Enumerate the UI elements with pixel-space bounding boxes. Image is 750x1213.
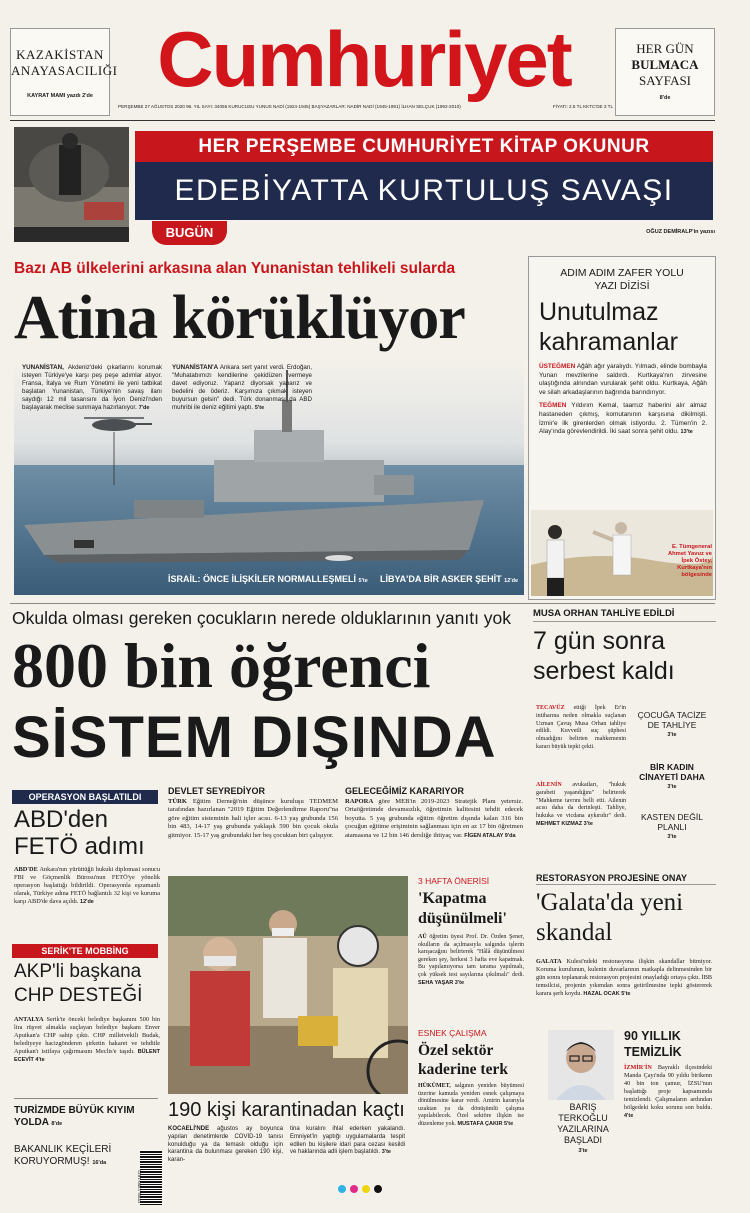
tahliye-side-text-1: ÇOCUĞA TACİZE DE TAHLİYE xyxy=(637,710,707,730)
mobbing-body xyxy=(14,1016,160,1092)
edu-col1-body xyxy=(168,798,338,840)
temizlik-bold: İZMİR'İN xyxy=(624,1064,652,1071)
tahliye-p2-text: avukatları, "hukuk garabeti yaşandığını" belirterek "Mahkeme tavrını belli etti. Ailenin acısı daha da derinleşti. Tahliye, hukuka ve vicdana aykırıdır" dedi. xyxy=(536,782,626,820)
lead-col1-ref: 7'de xyxy=(138,405,150,411)
galata-label: RESTORASYON PROJESİNE ONAY xyxy=(536,873,716,885)
feto-text: Ankara'nın yürüttüğü hukuki diplomasi sonucu FBI ve Göçmenlik Bürosu'nun FETÖ'ye yönelik operasyon başlattığı bildirildi. Operasyonla eşzamanlı olarak, Türkiye adına FETÖ bağlantılı 32 kişi ve kuruma karşı ABD'de dava açıldı. xyxy=(14,866,160,905)
banner-ref: OĞUZ DEMİRALP'in yazısı xyxy=(646,229,715,235)
edu-col2 xyxy=(345,786,523,866)
teaser-libya-text: LİBYA'DA BİR ASKER ŞEHİT xyxy=(380,574,502,584)
kapatma-text: öğretim üyesi Prof. Dr. Özden Şener, okulların da açılmasıyla salgında işlerin karışacağını belirterek "Hâlâ düşünülmesi gereken şey, herkesi 3 hafta eve kapatmak. Bu yapılamıyorsa tam tarama yapılmalı, çok yüksek test sayılarına çıkılmalı" dedi. xyxy=(418,934,524,978)
tahliye-p1-text: ettiği İpek Er'in intiharına neden olmakla suçlanan Uzman Çavuş Musa Orhan tahliye edildi. Kuvvetli suç şüphesi olmadığını belirten mahkemenin kararı büyük tepki çekti. xyxy=(536,705,626,750)
lead-col2-bold: YUNANİSTAN'A xyxy=(172,364,219,371)
tahliye-p2 xyxy=(536,782,626,862)
lead-col2 xyxy=(172,364,312,426)
edu-col2-text: göre MEB'in 2019-2023 Stratejik Planı yetersiz. Ortaöğretimde devamsızlık, öğretimin kalitesini tehdit edecek boyutta. 5 yaş grubunda eğitim öğretim dışında kalan 316 bin çocuğun eğitime erişiminin sağlanması için en az 17 bin öğretmen atamasına ve 12 bin 146 dersliğe ihtiyaç var. xyxy=(345,798,523,839)
edu-col1-title: DEVLET SEYREDİYOR xyxy=(168,786,266,796)
galata-bold: GALATA xyxy=(536,958,562,965)
mobbing-bold: ANTALYA xyxy=(14,1016,44,1023)
tahliye-side-ref-1: 3'te xyxy=(667,732,677,738)
baris-portrait xyxy=(548,1030,614,1100)
feto-body xyxy=(14,866,160,928)
kapatma-body xyxy=(418,934,524,1020)
book-cover-art xyxy=(14,127,129,242)
temizlik-headline: 90 YILLIK TEMİZLİK xyxy=(624,1029,682,1059)
tahliye-p1 xyxy=(536,705,626,765)
edu-col2-bold: RAPORA xyxy=(345,798,374,805)
temizlik-ref: 4'te xyxy=(624,1113,634,1119)
mobbing-text: Serik'te önceki belediye başkanını 500 bin lira rüşvet almakla suçlayan belediye başkanı Enver Aputkan'a CHP sahip çıktı. CHP milletvekili Budak, belediyeye hacizgönderen şirketin hakaret ve tehditle Aputkan'ı istifaya çağırmasını Meclis'e taşıdı. xyxy=(14,1016,160,1055)
short-keci-ref: 16'da xyxy=(92,1160,107,1166)
karantina-text1: ağustos ay boyunca yapılan denetimlerde COVID-19 tanısı konulduğu ya da temaslı olduğu için karantina da bulunması gereken 190 kişi, karan- xyxy=(168,1126,283,1164)
galata-text: Kulesi'ndeki restorasyona ilişkin skandallar bitmiyor. Koruma kurulunun, kulenin duvarlarının matkapla delinmesinden bir gün sonra toplanarak restorasyon projesini onayladığı ortaya çıktı. İBB temsilcisi, projenin yıkımdan sonra getirilmesine tepki göstererek karara şerh koydu. xyxy=(536,958,712,997)
esnek-headline: Özel sektör kaderine terk xyxy=(418,1042,508,1078)
tahliye-side-text-3: KASTEN DEĞİL PLANLI xyxy=(641,812,703,832)
zafer-kicker: ADIM ADIM ZAFER YOLU YAZI DİZİSİ xyxy=(560,267,684,292)
feto-ref: 12'de xyxy=(80,899,94,905)
zafer-p1-text: Ağâh ağır yaralıydı. Yılmadı, elinde bombayla Yunan mevzilerine saldırdı. Kurtkaya'nın zirvesine ulaştığında alnından vurularak şehit oldu. Kurtkaya, Ağâh ve silah arkadaşlarının bağrında barındırıyor. xyxy=(539,363,707,396)
zafer-p1-bold: ÜSTEĞMEN xyxy=(539,363,576,370)
edu-col1-bold: TÜRK xyxy=(168,798,188,805)
right-promo-box[interactable] xyxy=(615,28,715,116)
teaser-libya[interactable] xyxy=(380,574,520,588)
right-promo-line2: BULMACA xyxy=(631,57,699,72)
tahliye-side-ref-3: 3'te xyxy=(667,834,677,840)
galata-ref: HAZAL OCAK 5'te xyxy=(583,990,631,997)
esnek-text: salgının yeniden büyümesi üzerine kamuda yeniden esnek çalışmaya dönülmesine karar verdi. Amirin kararıyla uzaktan ya da dönüşümlü çalışma yapılabilecek. Özel sektöre ilişkin ise düzenleme yok. xyxy=(418,1083,524,1127)
tahliye-side-item-2[interactable] xyxy=(632,762,712,810)
edu-top-rule xyxy=(10,603,715,604)
mobbing-headline: AKP'li başkana CHP DESTEĞİ xyxy=(14,961,143,1006)
baris-promo[interactable] xyxy=(548,1102,618,1172)
edu-col1-text: Eğitim Derneği'nin düşünce kuruluşu TEDMEM tarafından hazırlanan "2019 Eğitim Değerlendirme Raporu"na göre eğitim sisteminin hali içler acısı. 6-13 yaş grubunda 156 bin 483, 14-17 yaş grubunda yaklaşık 590 bin çocuk okula gitmiyor. 15-17 yaş grubundaki her beş çocuktan biri çalışıyor. xyxy=(168,798,338,839)
lead-col1 xyxy=(22,364,162,426)
left-promo-ref: KAYRAT MAMI yazdı 2'de xyxy=(27,93,93,99)
masthead-info-line: PERŞEMBE 27 AĞUSTOS 2020 96. YIL SAYI: 34055 KURUCUSU YUNUS NADİ (1924-1945) BAŞYAZARLAR: NADİR NADİ (1945-1991) İLHAN SELÇUK (1992-2010) xyxy=(118,104,461,109)
edu-col2-ref: FİGEN ATALAY 9'da xyxy=(464,832,516,839)
left-promo-line1: KAZAKİSTAN xyxy=(16,47,104,62)
tahliye-label: MUSA ORHAN TAHLİYE EDİLDİ xyxy=(533,608,716,622)
edu-kicker: Okulda olması gereken çocukların nerede olduklarının yanıtı yok xyxy=(12,608,512,628)
temizlik-text: Bayraklı ilçesindeki Manda Çayı'nda 90 yıldu birikenn 40 bin ton çamur, İZSU'nun başlattığı proje kapsamında temizlendi. Çalışmaların ardından bölgedeki koku sorunu son buldu. xyxy=(624,1064,712,1111)
masthead-title: Cumhuriyet xyxy=(157,15,571,103)
lead-col2-text: Ankara sert yanıt verdi. Erdoğan, "Muhatabımızı kendilerine çekidüzen vermeye davet ediyoruz. Yaparız diyorsak yaparız ve bedelini de öderiz. Karşımıza çıkmak isteyen buyursun gelsin" dedi. Türk donanması da ABD muhribi ile deniz eğitimi yaptı. xyxy=(172,364,312,411)
zafer-p1 xyxy=(539,363,707,397)
short-turizm[interactable] xyxy=(14,1105,158,1133)
teaser-libya-ref: 12'de xyxy=(504,578,519,584)
zafer-headline: Unutulmaz kahramanlar xyxy=(539,298,678,356)
karantina-bold: KOCAELİ'NDE xyxy=(168,1126,210,1132)
tahliye-side-text-2: BİR KADIN CİNAYETİ DAHA xyxy=(639,762,705,782)
tahliye-headline: 7 gün sonra serbest kaldı xyxy=(533,627,675,685)
karantina-col1 xyxy=(168,1126,283,1186)
lead-headline: Atina körüklüyor xyxy=(14,284,465,352)
tahliye-p1-bold: TECAVÜZ xyxy=(536,705,565,711)
karantina-text2: tina kuralını ihlal ederken yakalandı. Emniyet'in yaptığı uygulamalarda tespit edilen bu kişilere idari para cezası kesildi ve haklarında adli işlem başlatıldı. xyxy=(290,1126,405,1156)
masthead-rule xyxy=(10,120,715,121)
karantina-headline: 190 kişi karantinadan kaçtı xyxy=(168,1099,405,1121)
mobbing-label: SERİK'TE MOBBİNG xyxy=(12,944,158,958)
right-promo-line3: SAYFASI xyxy=(638,73,692,88)
edu-col2-body xyxy=(345,798,523,840)
banner-top-text: HER PERŞEMBE CUMHURİYET KİTAP OKUNUR xyxy=(198,136,650,157)
edu-col1 xyxy=(168,786,338,866)
zafer-photo[interactable] xyxy=(531,510,713,596)
karantina-ref: 3'te xyxy=(381,1149,391,1156)
short-keci-text: BAKANLIK KEÇİLERİ KORUYORMUŞ! xyxy=(14,1144,112,1167)
banner-badge: BUGÜN xyxy=(152,221,227,245)
edu-headline-1: 800 bin öğrenci xyxy=(12,630,431,701)
esnek-bold: HÜKÜMET, xyxy=(418,1083,451,1089)
zafer-ref: 13'te xyxy=(680,429,693,436)
baris-promo-text: BARIŞ TERKOĞLU YAZILARINA BAŞLADI xyxy=(557,1102,609,1145)
lead-col2-ref: 5'te xyxy=(254,405,265,411)
short-turizm-ref: 8'de xyxy=(51,1121,63,1127)
zafer-p2-bold: TEĞMEN xyxy=(539,402,567,410)
mobbing-ref: BÜLENT ECEVİT 4'te xyxy=(14,1049,160,1063)
baris-promo-ref: 3'te xyxy=(578,1148,588,1154)
galata-headline: 'Galata'da yeni skandal xyxy=(536,889,684,946)
teaser-israel-text: İSRAİL: ÖNCE İLİŞKİLER NORMALLEŞMELİ xyxy=(168,574,356,584)
lead-kicker: Bazı AB ülkelerini arkasına alan Yunanistan tehlikeli sularda xyxy=(14,260,456,277)
tahliye-p2-ref: MEHMET KIZMAZ 3'te xyxy=(536,820,593,827)
teaser-israel-ref: 5'te xyxy=(358,578,368,584)
zafer-p2 xyxy=(539,402,707,436)
zafer-caption: E. Tümgeneral Ahmet Yavuz ve İpek Östey, Kurtkaya'nın bölgesinde xyxy=(667,544,712,578)
tahliye-side-item-3[interactable] xyxy=(632,812,712,860)
baris-photo[interactable] xyxy=(548,1030,614,1100)
kapatma-ref: SEHA YAŞAR 3'te xyxy=(418,979,465,986)
kapatma-label: 3 HAFTA ÖNERİSİ xyxy=(418,876,490,886)
feto-bold: ABD'DE xyxy=(14,866,38,873)
masthead-logo[interactable] xyxy=(118,16,610,102)
tahliye-p2-bold: AİLENİN xyxy=(536,782,562,788)
left-promo-line2: ANAYASACILIĞI xyxy=(11,63,118,78)
banner-main-text: EDEBİYATTA KURTULUŞ SAVAŞI xyxy=(174,174,674,207)
masthead-price: FİYATI: 2.5 TL KKTC'DE 3 TL xyxy=(552,104,613,109)
zafer-p2-text: Yıldırım Kemal, taarruz haberini alır almaz hastaneden çıkmış, komutanının karşısına dikilmişti. İzmir'e ilk girenlerden olmak istiyordu. 2. Tümen'in 2. Alay'ında görevlendirildi. İki saat sonra şehit oldu. xyxy=(539,402,707,436)
esnek-label: ESNEK ÇALIŞMA xyxy=(418,1028,487,1038)
tahliye-side-ref-2: 3'te xyxy=(667,784,677,790)
galata-body xyxy=(536,958,712,1020)
esnek-ref: MUSTAFA ÇAKIR 5'te xyxy=(457,1120,514,1127)
esnek-body xyxy=(418,1083,524,1175)
kapatma-headline: 'Kapatma düşünülmeli' xyxy=(418,890,507,927)
feto-label: OPERASYON BAŞLATILDI xyxy=(12,790,158,804)
barcode-text: ISSN 1300-1671 xyxy=(137,1169,142,1203)
kapatma-bold: AÜ xyxy=(418,934,427,940)
karantina-col2 xyxy=(290,1126,405,1186)
temizlik-body xyxy=(624,1064,712,1174)
registration-dots xyxy=(338,1180,386,1190)
edu-col2-title: GELECEĞİMİZ KARARIYOR xyxy=(345,786,465,796)
karantina-photo[interactable] xyxy=(168,876,408,1094)
edu-headline-2: SİSTEM DIŞINDA xyxy=(12,705,497,770)
shorts-rule xyxy=(14,1098,158,1099)
right-promo-ref: 8'de xyxy=(659,95,671,101)
left-promo-box[interactable] xyxy=(10,28,118,116)
karantina-photo-art xyxy=(168,876,408,1094)
lead-col1-text: Akdeniz'deki çıkarlarını korumak isteyen Türkiye'ye karşı peş peşe adımlar atıyor. Fransa, İtalya ve Rum Yönetimi ile yeni tatbikat başlatan Yunanistan, Türkiye'nin savaş ilanı saydığı 12 mil tasarısını da İyon Denizi'nden başlayarak meclise sunmaya hazırlanıyor. xyxy=(22,364,162,411)
feto-headline: ABD'den FETÖ adımı xyxy=(14,806,145,860)
banner-top-strip[interactable] xyxy=(135,131,713,162)
teaser-israel[interactable] xyxy=(168,574,373,588)
book-cover-thumbnail[interactable] xyxy=(14,127,129,242)
banner-main-strip[interactable] xyxy=(135,162,713,220)
right-promo-line1: HER GÜN xyxy=(636,41,694,56)
short-turizm-text: TURİZMDE BÜYÜK KIYIM YOLDA xyxy=(14,1105,135,1128)
tahliye-side-item-1[interactable] xyxy=(632,710,712,758)
lead-col1-bold: YUNANİSTAN, xyxy=(22,364,64,371)
